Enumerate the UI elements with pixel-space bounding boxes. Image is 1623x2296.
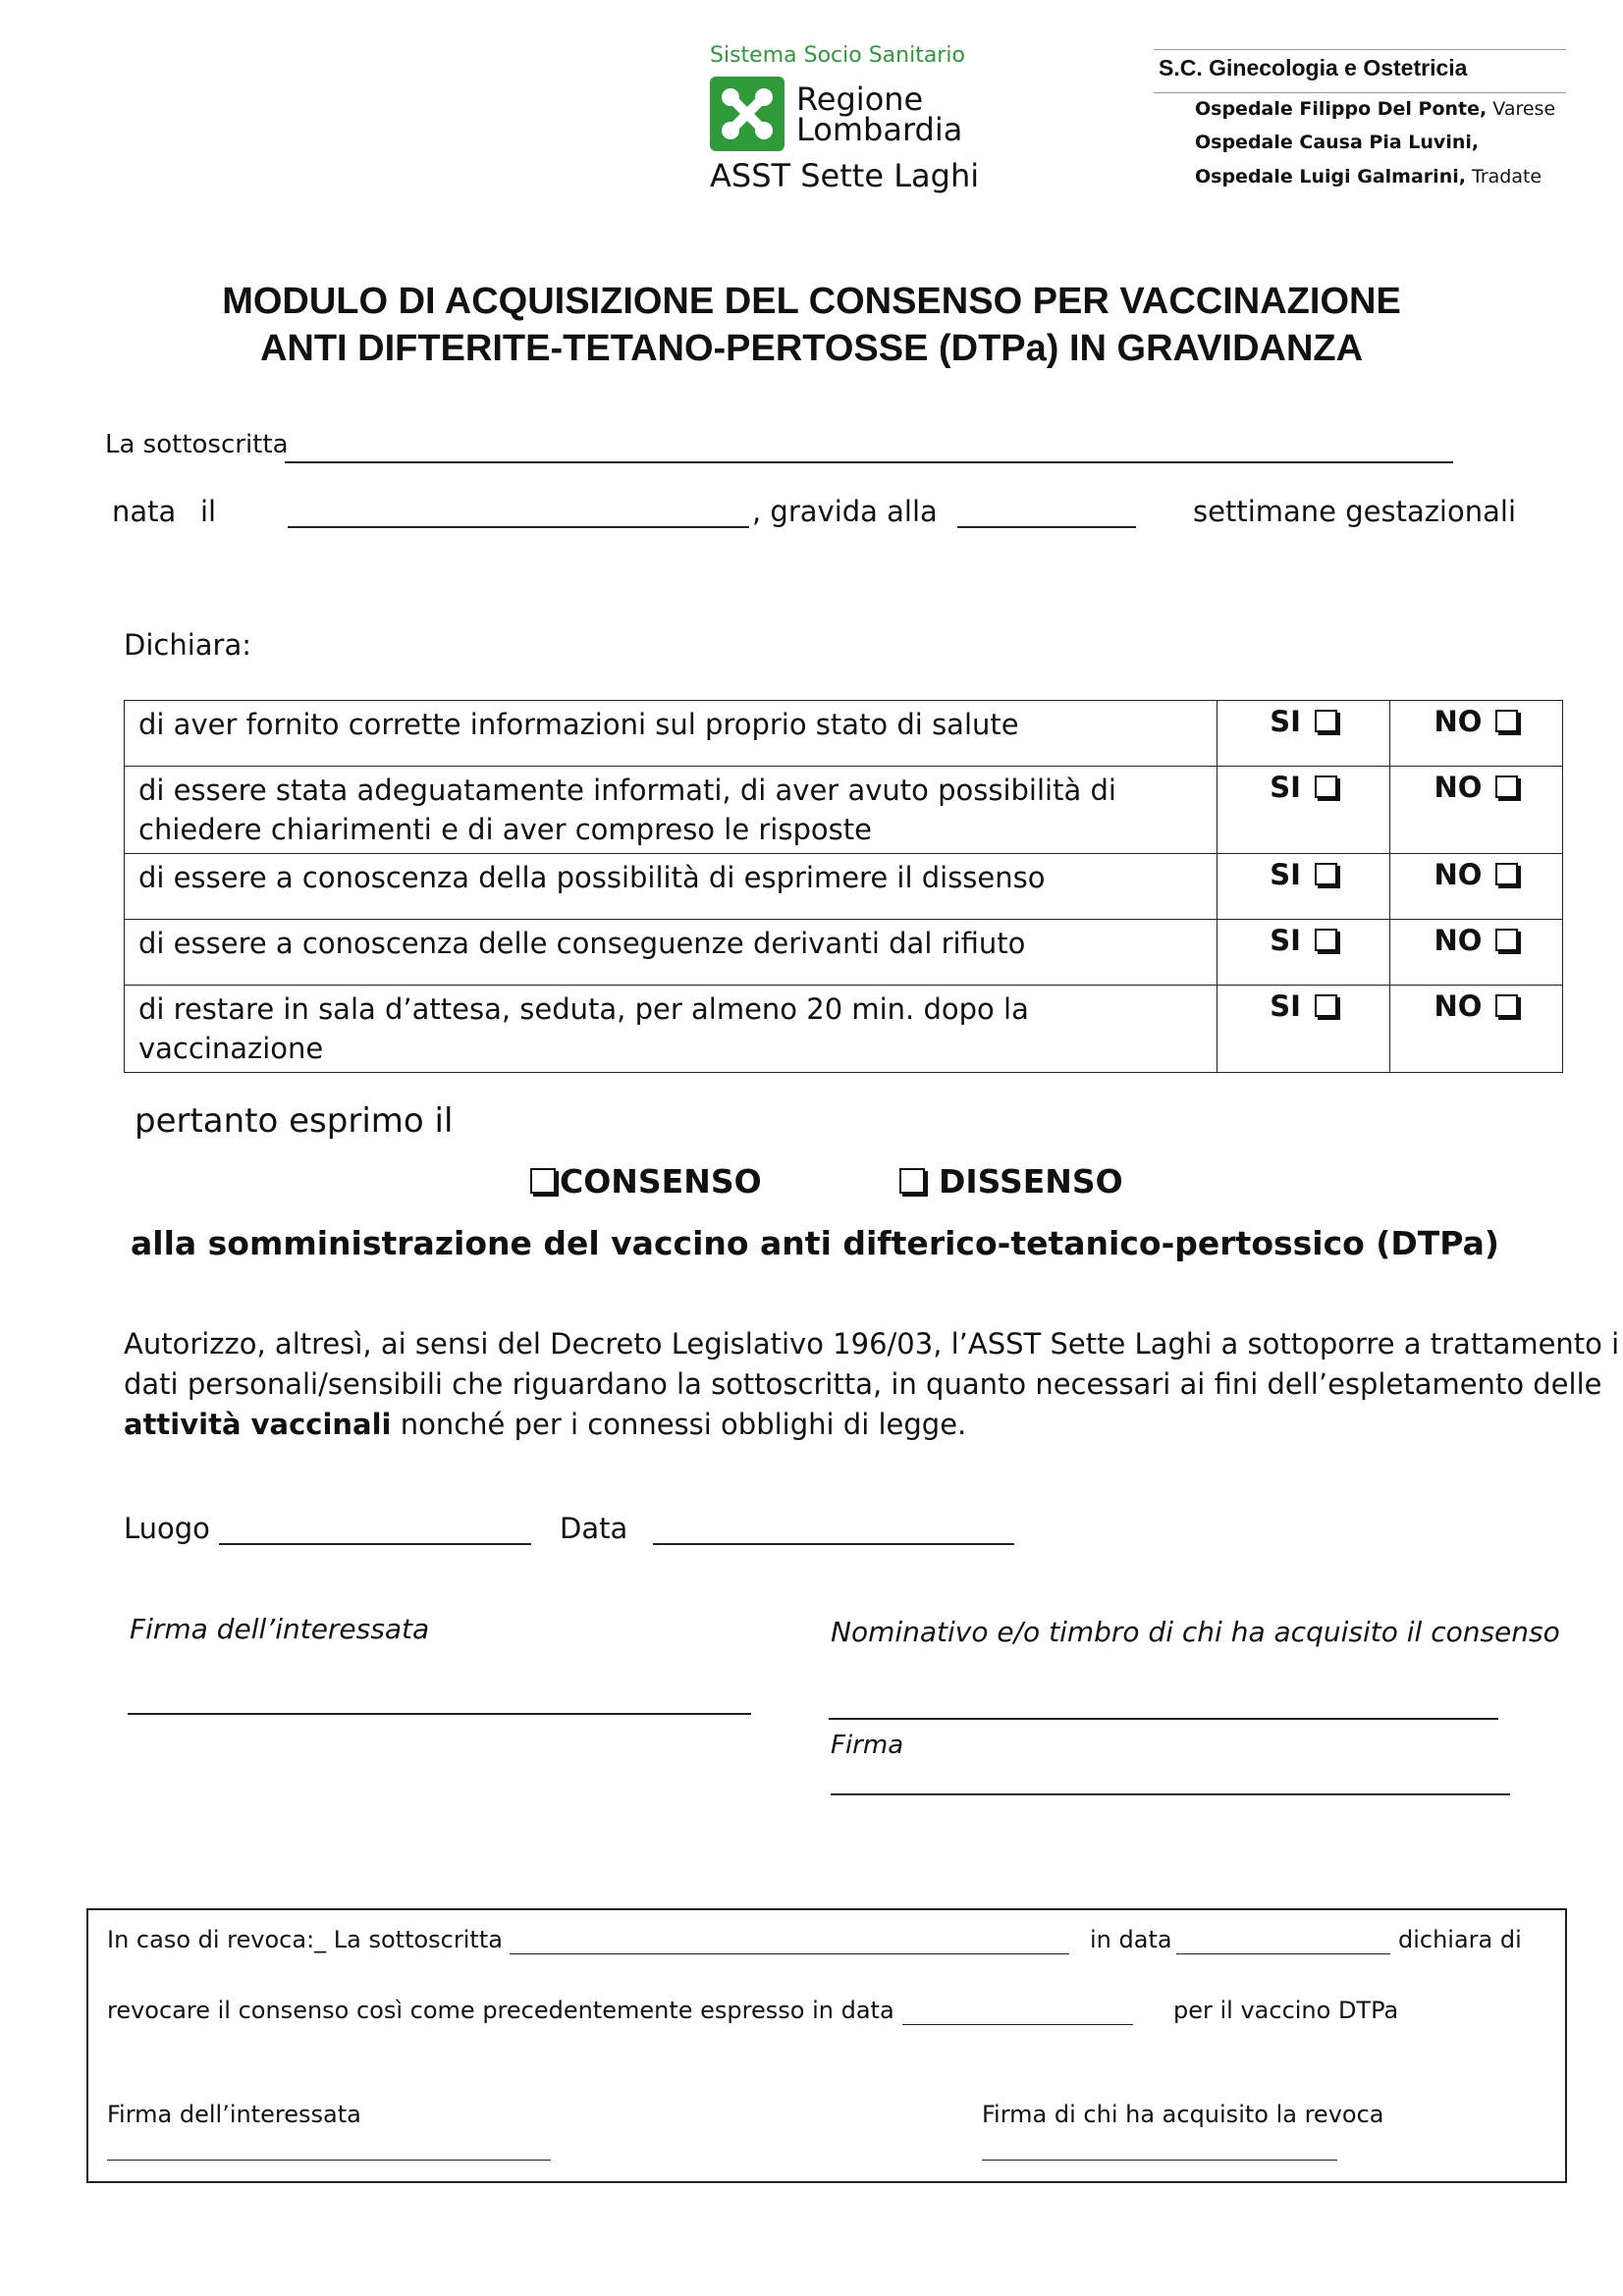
no-option[interactable]: NO [1389, 767, 1562, 854]
header-divider-bottom [1154, 92, 1566, 93]
table-row [125, 767, 1563, 854]
header-divider-top [1154, 49, 1566, 50]
checkbox-icon[interactable] [1495, 929, 1518, 951]
dichiara-label: Dichiara: [124, 628, 252, 662]
firma-field[interactable] [831, 1793, 1510, 1795]
no-option[interactable]: NO [1389, 854, 1562, 920]
checkbox-icon[interactable] [1315, 710, 1337, 732]
checkbox-icon[interactable] [1495, 863, 1518, 885]
nominativo-field[interactable] [829, 1718, 1498, 1720]
birth-date-field[interactable] [288, 526, 749, 528]
checkbox-icon[interactable] [1495, 775, 1518, 798]
org-name-2: Lombardia [796, 111, 963, 148]
revoca-firma-revoca-field[interactable] [982, 2160, 1337, 2161]
org-unit: ASST Sette Laghi [710, 157, 980, 194]
declaration-text: di restare in sala d’attesa, seduta, per almeno 20 min. dopo la vaccinazione [125, 986, 1217, 1073]
revoca-line-2b: per il vaccino DTPa [1173, 1997, 1399, 2024]
checkbox-icon[interactable] [1315, 929, 1337, 951]
firma-label: Firma [831, 1731, 904, 1760]
sottoscritta-field[interactable] [285, 461, 1453, 463]
regione-lombardia-logo-icon [710, 77, 784, 151]
checkbox-icon[interactable] [1315, 775, 1337, 798]
privacy-line-1: Autorizzo, altresì, ai sensi del Decreto Legislativo 196/03, l’ASST Sette Laghi a sottoporre a trattamento i [124, 1327, 1620, 1361]
declaration-text: di essere a conoscenza delle conseguenze derivanti dal rifiuto [125, 920, 1217, 986]
luogo-label: Luogo [124, 1512, 210, 1545]
weeks-field[interactable] [957, 526, 1136, 528]
checkbox-icon[interactable] [899, 1168, 925, 1194]
org-name-1: Regione [796, 80, 924, 118]
checkbox-icon[interactable] [1315, 863, 1337, 885]
yes-option[interactable]: SI [1217, 701, 1390, 767]
privacy-line-2: dati personali/sensibili che riguardano la sottoscritta, in quanto necessari ai fini dell’espletamento delle [124, 1367, 1602, 1401]
revoca-line-1c: dichiara di [1398, 1926, 1522, 1953]
form-title-line1: MODULO DI ACQUISIZIONE DEL CONSENSO PER VACCINAZIONE [222, 281, 1401, 322]
gravida-label: , gravida alla [752, 495, 938, 528]
data-field[interactable] [653, 1543, 1014, 1545]
declaration-text: di essere stata adeguatamente informati, di aver avuto possibilità di chiedere chiarimenti e di aver compreso le risposte [125, 767, 1217, 854]
il-label: il [200, 495, 217, 528]
revoca-date-field[interactable] [1176, 1953, 1390, 1954]
checkbox-icon[interactable] [530, 1168, 556, 1194]
yes-option[interactable]: SI [1217, 920, 1390, 986]
firma-interessata-label: Firma dell’interessata [130, 1613, 430, 1645]
sottoscritta-label: La sottoscritta [105, 430, 289, 459]
checkbox-icon[interactable] [1315, 994, 1337, 1017]
consenso-option[interactable]: CONSENSO [530, 1162, 762, 1201]
table-row [125, 920, 1563, 986]
no-option[interactable]: NO [1389, 701, 1562, 767]
hospital-3: Ospedale Luigi Galmarini, Tradate [1195, 166, 1542, 187]
data-label: Data [560, 1512, 628, 1545]
revoca-firma-interessata-field[interactable] [107, 2160, 551, 2161]
firma-interessata-field[interactable] [128, 1713, 751, 1715]
revoca-line-1b: in data [1090, 1926, 1172, 1953]
dissenso-option[interactable]: DISSENSO [899, 1162, 1123, 1201]
revoca-firma-revoca-label: Firma di chi ha acquisito la revoca [982, 2101, 1384, 2128]
checkbox-icon[interactable] [1495, 994, 1518, 1017]
revoca-line-2a: revocare il consenso così come precedentemente espresso in data [107, 1997, 894, 2024]
revoca-name-field[interactable] [510, 1953, 1069, 1954]
nominativo-label: Nominativo e/o timbro di chi ha acquisito il consenso [831, 1616, 1560, 1648]
no-option[interactable]: NO [1389, 986, 1562, 1073]
revoca-line-1a: In caso di revoca:_ La sottoscritta [107, 1926, 503, 1953]
table-row [125, 986, 1563, 1073]
form-title-line2: ANTI DIFTERITE-TETANO-PERTOSSE (DTPa) IN GRAVIDANZA [259, 328, 1364, 369]
yes-option[interactable]: SI [1217, 767, 1390, 854]
nata-label: nata [112, 495, 177, 528]
revoca-prev-date-field[interactable] [902, 2024, 1133, 2025]
declaration-text: di aver fornito corrette informazioni sul proprio stato di salute [125, 701, 1217, 767]
yes-option[interactable]: SI [1217, 854, 1390, 920]
privacy-line-3: attività vaccinali nonché per i connessi obblighi di legge. [124, 1408, 967, 1441]
department-name: S.C. Ginecologia e Ostetricia [1159, 55, 1468, 80]
declarations-table [124, 700, 1563, 1073]
consent-intro: pertanto esprimo il [135, 1101, 454, 1141]
checkbox-icon[interactable] [1495, 710, 1518, 732]
consent-subject: alla somministrazione del vaccino anti difterico-tetanico-pertossico (DTPa) [131, 1224, 1499, 1262]
table-row [125, 701, 1563, 767]
declaration-text: di essere a conoscenza della possibilità di esprimere il dissenso [125, 854, 1217, 920]
hospital-1: Ospedale Filippo Del Ponte, Varese [1195, 98, 1556, 120]
org-line: Sistema Socio Sanitario [710, 43, 965, 68]
luogo-field[interactable] [219, 1543, 531, 1545]
hospital-2: Ospedale Causa Pia Luvini, [1195, 132, 1480, 153]
settimane-label: settimane gestazionali [1193, 495, 1516, 528]
revoca-firma-interessata-label: Firma dell’interessata [107, 2101, 361, 2128]
no-option[interactable]: NO [1389, 920, 1562, 986]
yes-option[interactable]: SI [1217, 986, 1390, 1073]
table-row [125, 854, 1563, 920]
